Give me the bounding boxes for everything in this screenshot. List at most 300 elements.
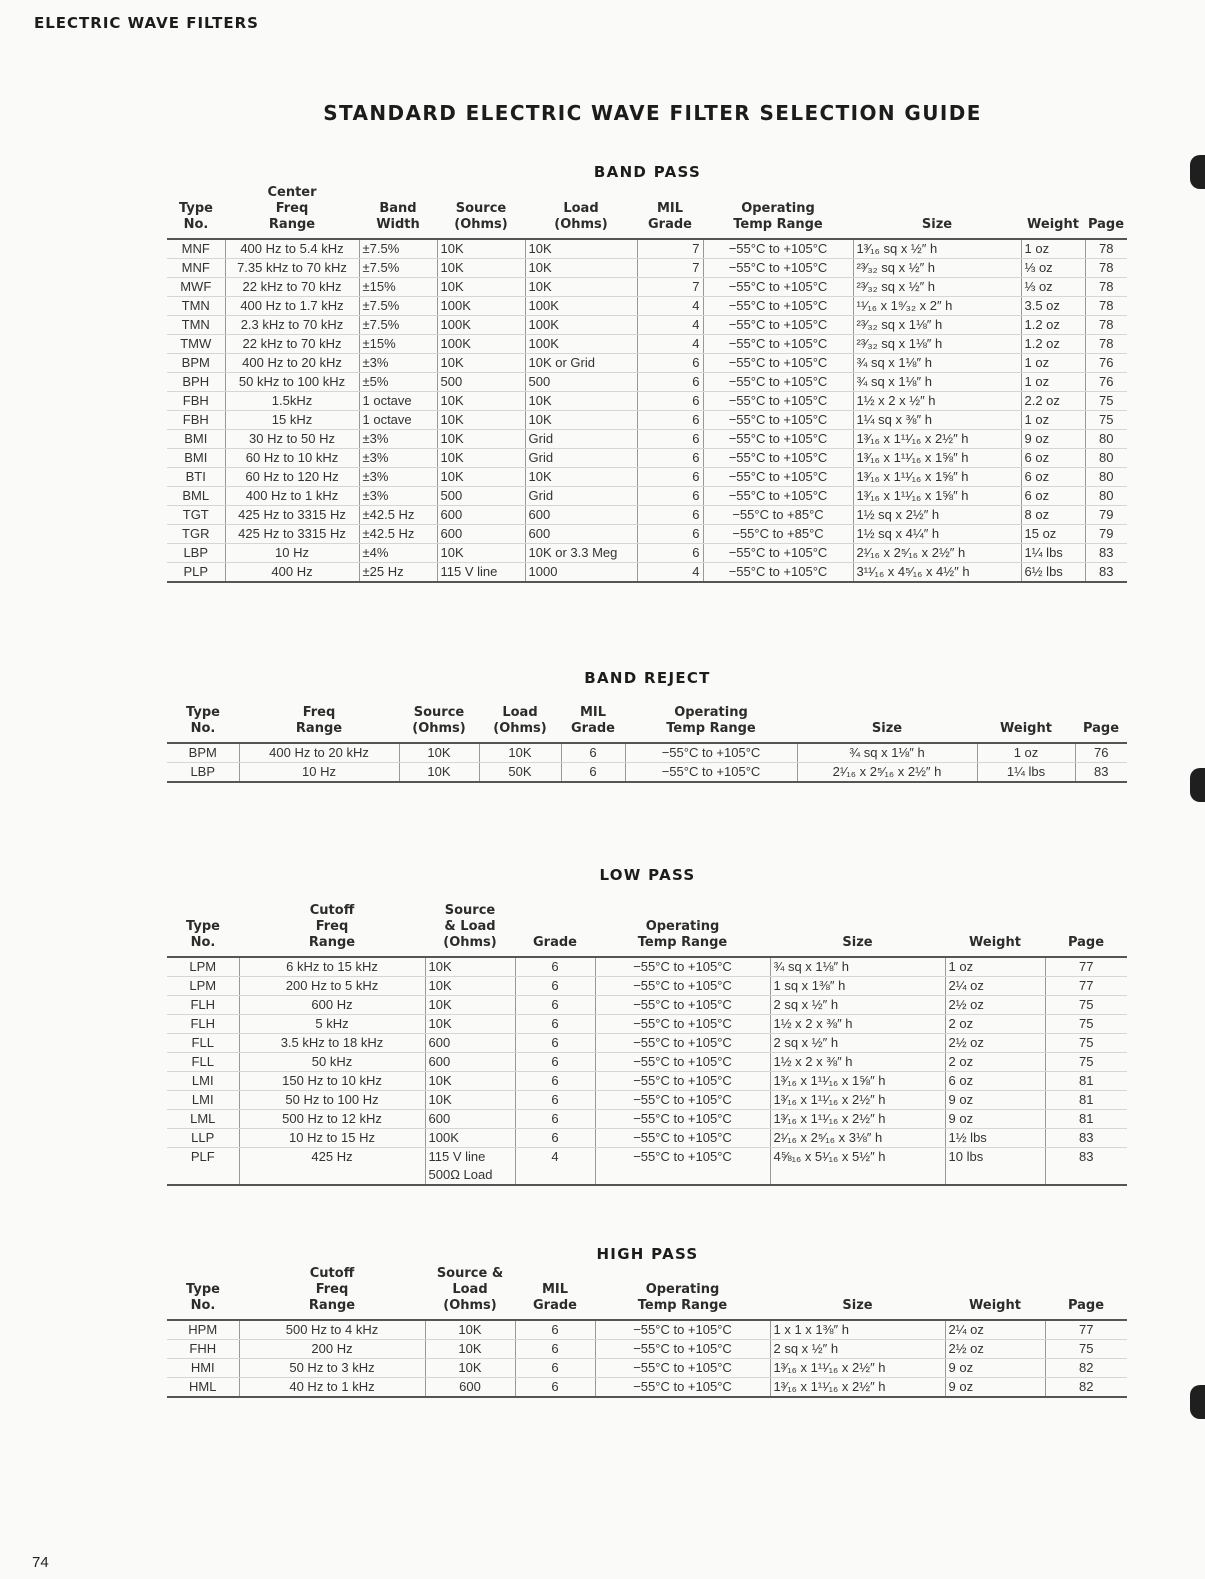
- table-cell: 10K or Grid: [525, 354, 637, 373]
- table-cell: ±3%: [359, 354, 437, 373]
- table-cell: 1.2 oz: [1021, 335, 1085, 354]
- table-cell: HML: [167, 1378, 239, 1398]
- table-cell: 200 Hz to 5 kHz: [239, 977, 425, 996]
- table-cell: 2 sq x ½″ h: [770, 1034, 945, 1053]
- table-cell: 6: [515, 1378, 595, 1398]
- table-cell: 77: [1045, 1320, 1127, 1340]
- table-cell: 1¼ lbs: [977, 763, 1075, 783]
- band-pass-title: BAND PASS: [593, 163, 702, 181]
- table-cell: −55°C to +105°C: [595, 1034, 770, 1053]
- table-cell: 6: [637, 430, 703, 449]
- table-cell: 10K: [425, 996, 515, 1015]
- table-cell: 5 kHz: [239, 1015, 425, 1034]
- table-cell: 76: [1085, 373, 1127, 392]
- col-size: Size: [770, 1266, 945, 1320]
- table-cell: 2.2 oz: [1021, 392, 1085, 411]
- table-cell: 60 Hz to 120 Hz: [225, 468, 359, 487]
- table-cell: 425 Hz to 3315 Hz: [225, 525, 359, 544]
- table-cell: 6½ lbs: [1021, 563, 1085, 583]
- table-cell: 10K: [525, 259, 637, 278]
- table-cell: FLH: [167, 1015, 239, 1034]
- table-cell: HMI: [167, 1359, 239, 1378]
- table-cell: 600 Hz: [239, 996, 425, 1015]
- table-cell: 6: [637, 373, 703, 392]
- table-cell: 10K: [399, 743, 479, 763]
- table-cell: 10 Hz to 15 Hz: [239, 1129, 425, 1148]
- table-cell: 10K: [437, 411, 525, 430]
- col-weight: Weight: [945, 1266, 1045, 1320]
- table-cell: ²³⁄₃₂ sq x ½″ h: [853, 259, 1021, 278]
- table-row: [167, 1148, 1127, 1186]
- table-cell: 1³⁄₁₆ x 1¹¹⁄₁₆ x 2½″ h: [770, 1359, 945, 1378]
- table-cell: 6: [637, 525, 703, 544]
- table-cell: 75: [1045, 1034, 1127, 1053]
- table-cell: 76: [1075, 743, 1127, 763]
- table-cell: MNF: [167, 259, 225, 278]
- table-cell: 50 Hz to 100 Hz: [239, 1091, 425, 1110]
- table-cell: 80: [1085, 487, 1127, 506]
- table-cell: ¾ sq x 1⅛″ h: [853, 373, 1021, 392]
- page-number: 74: [32, 1554, 49, 1571]
- table-cell: 50 kHz: [239, 1053, 425, 1072]
- table-cell: 6 kHz to 15 kHz: [239, 957, 425, 977]
- table-cell: ±4%: [359, 544, 437, 563]
- table-cell: −55°C to +105°C: [595, 1091, 770, 1110]
- table-cell: 1½ x 2 x ½″ h: [853, 392, 1021, 411]
- table-row: [167, 1072, 1127, 1091]
- col-source-load-ohms: Source & Load (Ohms): [425, 903, 515, 957]
- table-cell: ±3%: [359, 449, 437, 468]
- table-cell: 3¹¹⁄₁₆ x 4⁵⁄₁₆ x 4½″ h: [853, 563, 1021, 583]
- table-cell: −55°C to +105°C: [703, 468, 853, 487]
- col-operating-temp-range: Operating Temp Range: [625, 705, 797, 743]
- table-cell: LLP: [167, 1129, 239, 1148]
- table-cell: FLL: [167, 1053, 239, 1072]
- table-cell: TGT: [167, 506, 225, 525]
- table-cell: 2½ oz: [945, 1340, 1045, 1359]
- table-cell: 77: [1045, 957, 1127, 977]
- table-cell: ¾ sq x 1⅛″ h: [797, 743, 977, 763]
- table-cell: ²³⁄₃₂ sq x ½″ h: [853, 278, 1021, 297]
- table-cell: 115 V line 500Ω Load: [425, 1148, 515, 1186]
- table-cell: 100K: [437, 316, 525, 335]
- table-cell: 6: [515, 1053, 595, 1072]
- table-row: [167, 1340, 1127, 1359]
- table-cell: −55°C to +105°C: [595, 1320, 770, 1340]
- table-cell: TMN: [167, 316, 225, 335]
- table-cell: 83: [1085, 563, 1127, 583]
- table-cell: 80: [1085, 449, 1127, 468]
- table-cell: 76: [1085, 354, 1127, 373]
- table-cell: 2¼ oz: [945, 1320, 1045, 1340]
- table-cell: FBH: [167, 392, 225, 411]
- table-cell: 6: [637, 506, 703, 525]
- table-cell: 400 Hz to 1.7 kHz: [225, 297, 359, 316]
- table-row: [167, 259, 1127, 278]
- table-cell: ±15%: [359, 278, 437, 297]
- table-cell: ±7.5%: [359, 259, 437, 278]
- table-cell: 7: [637, 239, 703, 259]
- table-cell: 100K: [525, 297, 637, 316]
- col-band-width: Band Width: [359, 185, 437, 239]
- table-cell: 10K: [525, 392, 637, 411]
- table-cell: 1³⁄₁₆ x 1¹¹⁄₁₆ x 2½″ h: [770, 1110, 945, 1129]
- col-page: Page: [1045, 1266, 1127, 1320]
- table-row: [167, 977, 1127, 996]
- table-cell: −55°C to +105°C: [703, 449, 853, 468]
- table-cell: −55°C to +105°C: [703, 487, 853, 506]
- table-cell: PLF: [167, 1148, 239, 1186]
- table-row: [167, 763, 1127, 783]
- table-cell: 6: [515, 1072, 595, 1091]
- table-cell: 10K: [437, 468, 525, 487]
- table-cell: 2¹⁄₁₆ x 2⁵⁄₁₆ x 2½″ h: [797, 763, 977, 783]
- table-cell: 6: [515, 1110, 595, 1129]
- table-row: [167, 487, 1127, 506]
- table-cell: 600: [525, 525, 637, 544]
- table-cell: 10K: [437, 449, 525, 468]
- table-cell: −55°C to +105°C: [703, 411, 853, 430]
- table-cell: ⅓ oz: [1021, 278, 1085, 297]
- table-cell: TGR: [167, 525, 225, 544]
- table-cell: 400 Hz: [225, 563, 359, 583]
- table-cell: LMI: [167, 1091, 239, 1110]
- table-cell: 80: [1085, 468, 1127, 487]
- table-cell: 10 Hz: [239, 763, 399, 783]
- table-cell: 6: [637, 487, 703, 506]
- table-cell: LMI: [167, 1072, 239, 1091]
- table-cell: 2.3 kHz to 70 kHz: [225, 316, 359, 335]
- table-cell: 1³⁄₁₆ x 1¹¹⁄₁₆ x 1⅝″ h: [770, 1072, 945, 1091]
- table-cell: MNF: [167, 239, 225, 259]
- table-cell: 2 oz: [945, 1053, 1045, 1072]
- table-cell: 81: [1045, 1072, 1127, 1091]
- table-cell: 75: [1045, 1340, 1127, 1359]
- table-cell: 400 Hz to 5.4 kHz: [225, 239, 359, 259]
- table-cell: ±7.5%: [359, 239, 437, 259]
- table-cell: 10K: [425, 1359, 515, 1378]
- table-cell: 6: [515, 1015, 595, 1034]
- table-cell: 400 Hz to 1 kHz: [225, 487, 359, 506]
- table-row: [167, 239, 1127, 259]
- table-row: [167, 563, 1127, 583]
- table-cell: −55°C to +105°C: [595, 1053, 770, 1072]
- table-cell: Grid: [525, 449, 637, 468]
- table-row: [167, 1129, 1127, 1148]
- table-row: [167, 411, 1127, 430]
- col-operating-temp-range: Operating Temp Range: [595, 1266, 770, 1320]
- table-cell: BPM: [167, 743, 239, 763]
- table-cell: −55°C to +105°C: [703, 278, 853, 297]
- table-cell: 1.5kHz: [225, 392, 359, 411]
- page-title: STANDARD ELECTRIC WAVE FILTER SELECTION GUIDE: [323, 101, 982, 125]
- table-cell: 6: [561, 763, 625, 783]
- table-cell: 500: [437, 487, 525, 506]
- table-cell: 79: [1085, 525, 1127, 544]
- table-cell: 10K: [479, 743, 561, 763]
- table-row: [167, 957, 1127, 977]
- table-cell: 6: [637, 544, 703, 563]
- table-cell: −55°C to +105°C: [703, 354, 853, 373]
- col-cutoff-freq-range: Cutoff Freq Range: [239, 1266, 425, 1320]
- table-cell: FLH: [167, 996, 239, 1015]
- table-cell: FBH: [167, 411, 225, 430]
- table-cell: 75: [1085, 392, 1127, 411]
- table-cell: −55°C to +105°C: [595, 1378, 770, 1398]
- table-cell: LPM: [167, 977, 239, 996]
- table-cell: 1¼ lbs: [1021, 544, 1085, 563]
- col-source-ohms: Source (Ohms): [437, 185, 525, 239]
- table-cell: 75: [1085, 411, 1127, 430]
- table-cell: 4⅝₁₆ x 5¹⁄₁₆ x 5½″ h: [770, 1148, 945, 1186]
- table-cell: 10K: [425, 1340, 515, 1359]
- table-cell: 600: [525, 506, 637, 525]
- table-cell: −55°C to +105°C: [703, 544, 853, 563]
- table-cell: 2¼ oz: [945, 977, 1045, 996]
- table-cell: 6: [515, 1091, 595, 1110]
- table-cell: ²³⁄₃₂ sq x 1⅛″ h: [853, 316, 1021, 335]
- table-cell: 500 Hz to 4 kHz: [239, 1320, 425, 1340]
- table-row: [167, 1053, 1127, 1072]
- table-cell: 6: [515, 1034, 595, 1053]
- table-cell: −55°C to +105°C: [595, 1129, 770, 1148]
- table-row: [167, 335, 1127, 354]
- table-cell: −55°C to +105°C: [703, 259, 853, 278]
- table-cell: 22 kHz to 70 kHz: [225, 278, 359, 297]
- table-cell: ±7.5%: [359, 316, 437, 335]
- col-operating-temp-range: Operating Temp Range: [703, 185, 853, 239]
- table-cell: 1½ lbs: [945, 1129, 1045, 1148]
- table-cell: BMI: [167, 430, 225, 449]
- table-cell: 600: [425, 1110, 515, 1129]
- table-cell: 400 Hz to 20 kHz: [225, 354, 359, 373]
- table-cell: 75: [1045, 1015, 1127, 1034]
- table-cell: 1³⁄₁₆ x 1¹¹⁄₁₆ x 2½″ h: [853, 430, 1021, 449]
- table-cell: −55°C to +85°C: [703, 525, 853, 544]
- table-cell: 500: [437, 373, 525, 392]
- table-cell: 1½ sq x 2½″ h: [853, 506, 1021, 525]
- table-cell: ±3%: [359, 487, 437, 506]
- table-cell: 1 oz: [945, 957, 1045, 977]
- table-cell: 425 Hz: [239, 1148, 425, 1186]
- table-cell: 82: [1045, 1378, 1127, 1398]
- table-cell: 8 oz: [1021, 506, 1085, 525]
- table-cell: −55°C to +105°C: [595, 1015, 770, 1034]
- table-row: [167, 392, 1127, 411]
- table-cell: Grid: [525, 430, 637, 449]
- table-cell: 10K: [399, 763, 479, 783]
- col-size: Size: [797, 705, 977, 743]
- band-reject-title: BAND REJECT: [584, 669, 711, 687]
- table-cell: 10K: [525, 468, 637, 487]
- table-row: [167, 1110, 1127, 1129]
- table-cell: −55°C to +105°C: [703, 392, 853, 411]
- col-mil-grade: MIL Grade: [637, 185, 703, 239]
- table-cell: 78: [1085, 297, 1127, 316]
- table-cell: 1 oz: [1021, 373, 1085, 392]
- table-cell: 10K: [425, 977, 515, 996]
- table-cell: −55°C to +105°C: [703, 335, 853, 354]
- table-cell: 6: [637, 468, 703, 487]
- table-cell: 7: [637, 259, 703, 278]
- table-cell: 200 Hz: [239, 1340, 425, 1359]
- table-cell: 10K: [437, 239, 525, 259]
- table-cell: −55°C to +105°C: [595, 1359, 770, 1378]
- band-reject-table: [167, 705, 1127, 783]
- col-type-no: Type No.: [167, 705, 239, 743]
- table-cell: 78: [1085, 335, 1127, 354]
- table-row: [167, 354, 1127, 373]
- running-header: ELECTRIC WAVE FILTERS: [34, 14, 259, 32]
- table-cell: 100K: [525, 335, 637, 354]
- table-cell: 78: [1085, 239, 1127, 259]
- table-cell: 1 x 1 x 1⅜″ h: [770, 1320, 945, 1340]
- table-cell: 2½ oz: [945, 1034, 1045, 1053]
- table-cell: 83: [1045, 1129, 1127, 1148]
- table-cell: −55°C to +105°C: [703, 239, 853, 259]
- table-cell: 10 Hz: [225, 544, 359, 563]
- table-cell: ±3%: [359, 430, 437, 449]
- table-cell: 40 Hz to 1 kHz: [239, 1378, 425, 1398]
- table-cell: 1 sq x 1⅜″ h: [770, 977, 945, 996]
- table-cell: 425 Hz to 3315 Hz: [225, 506, 359, 525]
- table-row: [167, 1015, 1127, 1034]
- table-cell: 10K: [525, 278, 637, 297]
- table-cell: 2¹⁄₁₆ x 2⁵⁄₁₆ x 2½″ h: [853, 544, 1021, 563]
- table-cell: 600: [425, 1378, 515, 1398]
- table-cell: 6: [515, 1129, 595, 1148]
- table-cell: 1 oz: [1021, 354, 1085, 373]
- table-cell: 60 Hz to 10 kHz: [225, 449, 359, 468]
- table-cell: 82: [1045, 1359, 1127, 1378]
- table-cell: 10K: [437, 392, 525, 411]
- table-cell: 10K: [425, 1320, 515, 1340]
- table-cell: 1000: [525, 563, 637, 583]
- table-cell: −55°C to +85°C: [703, 506, 853, 525]
- table-cell: 80: [1085, 430, 1127, 449]
- table-cell: 4: [637, 316, 703, 335]
- table-cell: −55°C to +105°C: [625, 763, 797, 783]
- table-cell: 10K: [437, 544, 525, 563]
- table-cell: −55°C to +105°C: [703, 430, 853, 449]
- table-cell: 1 oz: [977, 743, 1075, 763]
- table-cell: 1 octave: [359, 411, 437, 430]
- col-weight: Weight: [1021, 185, 1085, 239]
- table-cell: 10K: [437, 430, 525, 449]
- table-cell: −55°C to +105°C: [703, 563, 853, 583]
- table-cell: 1.2 oz: [1021, 316, 1085, 335]
- table-cell: 1³⁄₁₆ x 1¹¹⁄₁₆ x 2½″ h: [770, 1091, 945, 1110]
- table-cell: BPM: [167, 354, 225, 373]
- band-pass-table: [167, 185, 1127, 583]
- table-cell: 6: [515, 1340, 595, 1359]
- table-cell: 30 Hz to 50 Hz: [225, 430, 359, 449]
- table-cell: −55°C to +105°C: [595, 977, 770, 996]
- table-cell: TMW: [167, 335, 225, 354]
- table-cell: 6: [637, 411, 703, 430]
- table-cell: 10 lbs: [945, 1148, 1045, 1186]
- col-source-load-ohms: Source & Load (Ohms): [425, 1266, 515, 1320]
- table-row: [167, 1034, 1127, 1053]
- table-cell: 9 oz: [1021, 430, 1085, 449]
- table-cell: 6: [515, 1359, 595, 1378]
- table-cell: 78: [1085, 259, 1127, 278]
- table-cell: 2 sq x ½″ h: [770, 1340, 945, 1359]
- table-cell: 4: [637, 297, 703, 316]
- table-cell: 6: [515, 1320, 595, 1340]
- table-cell: 83: [1045, 1148, 1127, 1186]
- col-load-ohms: Load (Ohms): [525, 185, 637, 239]
- table-cell: 9 oz: [945, 1110, 1045, 1129]
- table-cell: 10K: [425, 1072, 515, 1091]
- table-cell: 10K: [437, 259, 525, 278]
- table-cell: 10K: [437, 278, 525, 297]
- table-cell: ±7.5%: [359, 297, 437, 316]
- table-row: [167, 1359, 1127, 1378]
- table-cell: 81: [1045, 1110, 1127, 1129]
- table-cell: 6: [637, 354, 703, 373]
- table-cell: BMI: [167, 449, 225, 468]
- table-row: [167, 297, 1127, 316]
- col-type-no: Type No.: [167, 185, 225, 239]
- table-cell: LBP: [167, 763, 239, 783]
- table-cell: 6 oz: [945, 1072, 1045, 1091]
- col-size: Size: [853, 185, 1021, 239]
- binder-hole: [1190, 155, 1205, 189]
- table-cell: 1³⁄₁₆ x 1¹¹⁄₁₆ x 1⅝″ h: [853, 487, 1021, 506]
- table-cell: −55°C to +105°C: [703, 316, 853, 335]
- table-row: [167, 316, 1127, 335]
- table-cell: 15 oz: [1021, 525, 1085, 544]
- table-cell: 6: [515, 996, 595, 1015]
- table-cell: 1½ x 2 x ⅜″ h: [770, 1015, 945, 1034]
- table-row: [167, 1091, 1127, 1110]
- table-cell: FHH: [167, 1340, 239, 1359]
- table-cell: −55°C to +105°C: [595, 957, 770, 977]
- col-center-freq-range: Center Freq Range: [225, 185, 359, 239]
- table-cell: BML: [167, 487, 225, 506]
- table-cell: 10K: [525, 411, 637, 430]
- table-cell: 78: [1085, 278, 1127, 297]
- col-operating-temp-range: Operating Temp Range: [595, 903, 770, 957]
- low-pass-table: [167, 903, 1127, 1186]
- col-size: Size: [770, 903, 945, 957]
- table-row: [167, 430, 1127, 449]
- table-cell: ±5%: [359, 373, 437, 392]
- table-row: [167, 525, 1127, 544]
- table-cell: 4: [637, 335, 703, 354]
- table-cell: 400 Hz to 20 kHz: [239, 743, 399, 763]
- table-cell: BPH: [167, 373, 225, 392]
- table-cell: 4: [515, 1148, 595, 1186]
- table-cell: −55°C to +105°C: [595, 1110, 770, 1129]
- table-cell: 10K: [425, 957, 515, 977]
- table-cell: 100K: [525, 316, 637, 335]
- table-cell: 50 Hz to 3 kHz: [239, 1359, 425, 1378]
- table-cell: 78: [1085, 316, 1127, 335]
- table-cell: ±42.5 Hz: [359, 506, 437, 525]
- table-cell: ±15%: [359, 335, 437, 354]
- table-cell: 500 Hz to 12 kHz: [239, 1110, 425, 1129]
- table-cell: 1 oz: [1021, 411, 1085, 430]
- table-cell: 100K: [425, 1129, 515, 1148]
- table-cell: 6: [515, 977, 595, 996]
- col-mil-grade: MIL Grade: [515, 1266, 595, 1320]
- col-type-no: Type No.: [167, 903, 239, 957]
- col-grade: Grade: [515, 903, 595, 957]
- table-cell: 600: [437, 525, 525, 544]
- table-cell: 75: [1045, 1053, 1127, 1072]
